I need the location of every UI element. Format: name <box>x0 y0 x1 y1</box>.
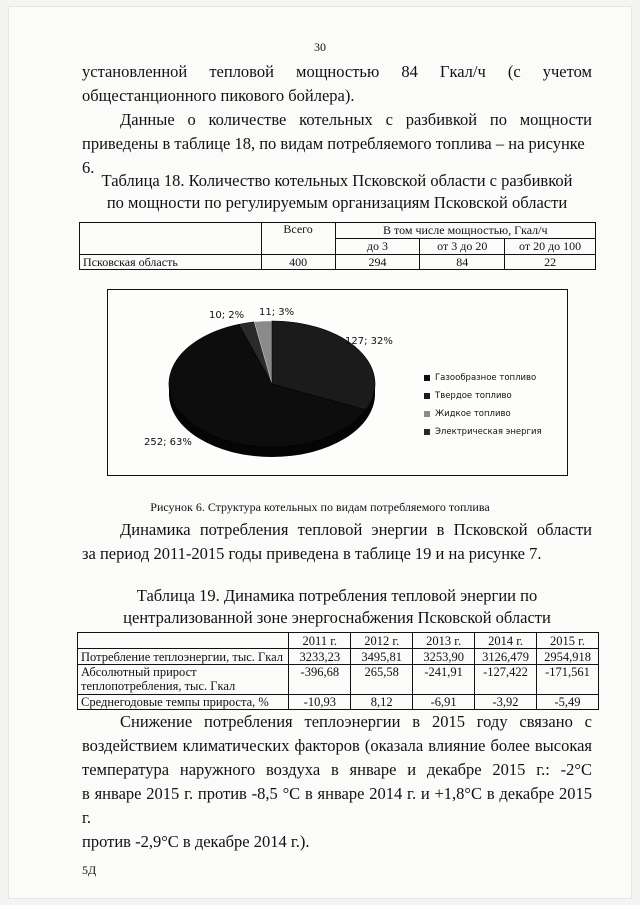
table-19-cell: -127,422 <box>475 665 537 695</box>
table-19-cell: 3233,23 <box>289 649 351 665</box>
table-19-cell: -171,561 <box>537 665 599 695</box>
table-row <box>78 695 599 710</box>
table-19-cell: 265,58 <box>351 665 413 695</box>
table-19-caption-line-2: централизованной зоне энергоснабжения Псковской области <box>123 608 551 627</box>
paragraph-4-line-5: против -2,9°С в декабре 2014 г.). <box>82 832 310 851</box>
table-19-corner-cell <box>78 633 289 649</box>
data-label-liquid: 11; 3% <box>259 307 295 318</box>
paragraph-4-line-1: Снижение потребления теплоэнергии в 2015 году связано с <box>120 712 592 731</box>
paragraph-3-line-2: за период 2011-2015 годы приведена в таблице 19 и на рисунке 7. <box>82 544 542 563</box>
table-18-cell: 84 <box>420 255 505 270</box>
paragraph-2-line-2: приведены в таблице 18, по видам потребляемого топлива – на рисунке 6. <box>82 134 585 177</box>
table-19-cell: -396,68 <box>289 665 351 695</box>
legend-item-electric <box>424 423 542 441</box>
table-row <box>78 665 599 695</box>
table-18-header-group: В том числе мощностью, Гкал/ч <box>335 223 595 239</box>
table-18-cell: 294 <box>335 255 420 270</box>
table-18-header-sub: до 3 <box>335 239 420 255</box>
table-18-caption-line-2: по мощности по регулируемым организациям Псковской области <box>106 193 568 212</box>
table-19-cell: 2954,918 <box>537 649 599 665</box>
table-18-cell: 22 <box>505 255 596 270</box>
table-18-row-label: Псковская область <box>80 255 262 270</box>
legend-swatch <box>424 393 430 399</box>
footer-mark: 5Д <box>82 863 97 877</box>
paragraph-3 <box>82 518 592 566</box>
page-number: 30 <box>314 40 326 54</box>
table-18-corner-cell <box>80 223 262 255</box>
table-19-cell: -3,92 <box>475 695 537 710</box>
legend-item-liquid <box>424 405 542 423</box>
table-19-caption-line-1: Таблица 19. Динамика потребления тепловой энергии по <box>136 586 538 605</box>
paragraph-1-line-1: установленной тепловой мощностью 84 Гкал/ч (с учетом <box>82 62 592 81</box>
legend-swatch <box>424 429 430 435</box>
paragraph-2-line-1: Данные о количестве котельных с разбивкой по мощности <box>120 110 592 129</box>
table-18-caption-line-1: Таблица 18. Количество котельных Псковской области с разбивкой <box>101 171 573 190</box>
legend-item-gas <box>424 369 542 387</box>
table-18-header-sub: от 20 до 100 <box>505 239 596 255</box>
table-19-row-label: Абсолютный прирост теплопотребления, тыс. Гкал <box>78 665 289 695</box>
pie-chart-figure <box>107 289 568 476</box>
table-19-cell: -6,91 <box>413 695 475 710</box>
paragraph-1 <box>82 60 592 108</box>
paragraph-4-line-2: воздействием климатических факторов (оказала влияние более высокая <box>82 736 592 755</box>
table-19-cell: 8,12 <box>351 695 413 710</box>
paragraph-3-line-1: Динамика потребления тепловой энергии в Псковской области <box>120 520 592 539</box>
paragraph-4-line-3: температура наружного воздуха в январе и декабре 2015 г.: -2°С <box>82 760 592 779</box>
legend-label: Жидкое топливо <box>435 409 511 419</box>
table-19-year-header: 2015 г. <box>537 633 599 649</box>
legend-item-solid <box>424 387 542 405</box>
table-19-year-header: 2011 г. <box>289 633 351 649</box>
table-19-row-label: Среднегодовые темпы прироста, % <box>78 695 289 710</box>
table-18-header-sub: от 3 до 20 <box>420 239 505 255</box>
table-19-cell: 3495,81 <box>351 649 413 665</box>
table-19-year-header: 2012 г. <box>351 633 413 649</box>
data-label-solid: 127; 32% <box>345 336 393 347</box>
paragraph-1-line-2: общестанционного пикового бойлера). <box>82 86 355 105</box>
table-19-cell: 3126,479 <box>475 649 537 665</box>
table-19-cell: -5,49 <box>537 695 599 710</box>
table-18 <box>79 222 596 270</box>
figure-6-caption: Рисунок 6. Структура котельных по видам потребляемого топлива <box>150 500 490 514</box>
table-19-cell: -241,91 <box>413 665 475 695</box>
legend-label: Твердое топливо <box>435 391 512 401</box>
table-19 <box>77 632 599 710</box>
table-19-cell: -10,93 <box>289 695 351 710</box>
table-19-row-label: Потребление теплоэнергии, тыс. Гкал <box>78 649 289 665</box>
table-row <box>78 649 599 665</box>
data-label-gas: 252; 63% <box>144 437 192 448</box>
table-19-caption <box>82 585 592 629</box>
table-19-year-header: 2014 г. <box>475 633 537 649</box>
table-19-cell: 3253,90 <box>413 649 475 665</box>
legend-label: Электрическая энергия <box>435 427 542 437</box>
data-label-electric: 10; 2% <box>209 310 245 321</box>
chart-legend <box>424 369 542 441</box>
legend-swatch <box>424 411 430 417</box>
table-18-cell: 400 <box>261 255 335 270</box>
table-18-header-total: Всего <box>261 223 335 255</box>
legend-swatch <box>424 375 430 381</box>
paragraph-4 <box>82 710 592 854</box>
legend-label: Газообразное топливо <box>435 373 537 383</box>
table-18-caption <box>82 170 592 214</box>
paragraph-4-line-4: в январе 2015 г. против -8,5 °С в январе 2014 г. и +1,8°С в декабре 2015 г. <box>82 784 592 827</box>
table-19-year-header: 2013 г. <box>413 633 475 649</box>
